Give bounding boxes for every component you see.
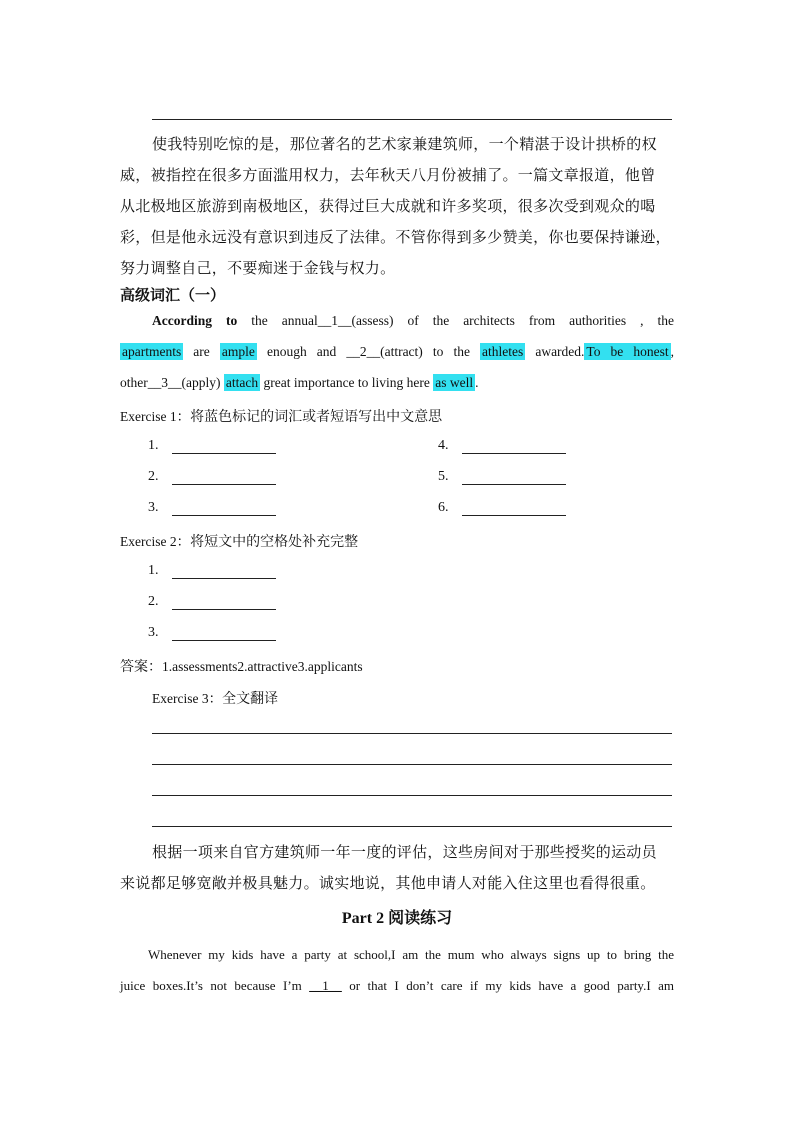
- passage-text: ,: [670, 344, 674, 359]
- intro-line: 彩，但是他永远没有意识到违反了法律。不管你得到多少赞美，你也要保持谦逊，: [120, 228, 671, 246]
- passage-text: enough and __2__(attract) to the: [256, 344, 481, 359]
- reading-line-2: [120, 970, 674, 1001]
- passage-line-3: [120, 367, 674, 398]
- passage-text: other__3__(apply): [120, 375, 224, 390]
- answer-line: [120, 656, 363, 676]
- answer-blank[interactable]: [172, 501, 276, 516]
- passage-text: great importance to living here: [260, 375, 434, 390]
- exercise2-item-2: [148, 594, 276, 610]
- highlight-attach: attach: [225, 375, 259, 390]
- passage-text: the annual__1__(assess) of the architects from authorities , the: [237, 313, 674, 328]
- part2-label: Part 2: [341, 910, 389, 927]
- highlight-to-be-honest: To be honest: [586, 344, 669, 359]
- answer-blank[interactable]: [172, 564, 276, 579]
- answer-blank[interactable]: [462, 470, 566, 485]
- answer-label: 答案：: [120, 659, 162, 675]
- exercise1-item-4: [438, 438, 566, 454]
- intro-line: 从北极地区旅游到南极地区，获得过巨大成就和许多奖项，很多次受到观众的喝: [120, 197, 656, 215]
- answer-blank[interactable]: [462, 501, 566, 516]
- exercise2-title: [120, 530, 358, 551]
- highlight-apartments: apartments: [122, 344, 182, 359]
- exercise1-item-1: [148, 438, 276, 454]
- passage-bold-phrase: According to: [152, 313, 238, 328]
- exercise2-item-1: [148, 563, 276, 579]
- exercise1-item-6: [438, 500, 566, 516]
- passage-text: are: [183, 344, 220, 359]
- translation-text-line: 根据一项来自官方建筑师一年一度的评估，这些房间对于那些授奖的运动员: [152, 843, 657, 861]
- highlight-as-well: as well: [435, 375, 474, 390]
- answer-blank[interactable]: [172, 626, 276, 641]
- item-number: 1.: [148, 438, 159, 453]
- item-number: 5.: [438, 469, 449, 484]
- translation-line-3[interactable]: [152, 795, 672, 796]
- exercise1-title: [120, 405, 442, 426]
- intro-line: 威，被指控在很多方面滥用权力，去年秋天八月份被捕了。一篇文章报道，他曾: [120, 166, 656, 184]
- highlight-ample: ample: [221, 344, 255, 359]
- part2-title: [0, 905, 794, 928]
- exercise2-instruction: 将短文中的空格处补充完整: [190, 534, 359, 550]
- translation-line-4[interactable]: [152, 826, 672, 827]
- passage-text: awarded.: [525, 344, 585, 359]
- answer-text: 1.assessments2.attractive3.applicants: [162, 659, 363, 674]
- translation-paragraph: [120, 837, 676, 899]
- exercise3-instruction: 全文翻译: [222, 691, 279, 707]
- item-number: 4.: [438, 438, 449, 453]
- intro-paragraph: [120, 129, 676, 284]
- item-number: 3.: [148, 625, 159, 640]
- answer-blank[interactable]: [462, 439, 566, 454]
- exercise1-item-5: [438, 469, 566, 485]
- exercise1-instruction: 将蓝色标记的词汇或者短语写出中文意思: [190, 409, 443, 425]
- answer-blank[interactable]: [172, 439, 276, 454]
- intro-line: 使我特别吃惊的是，那位著名的艺术家兼建筑师，一个精湛于设计拱桥的权: [152, 135, 657, 153]
- reading-text: or that I don’t care if my kids have a good party.I am: [341, 978, 674, 993]
- answer-blank[interactable]: [172, 595, 276, 610]
- item-number: 2.: [148, 594, 159, 609]
- answer-blank[interactable]: [172, 470, 276, 485]
- exercise1-item-2: [148, 469, 276, 485]
- reading-blank[interactable]: __1__: [309, 978, 342, 993]
- intro-line: 努力调整自己，不要痴迷于金钱与权力。: [120, 259, 396, 277]
- exercise1-item-3: [148, 500, 276, 516]
- translation-text-line: 来说都足够宽敞并极具魅力。诚实地说，其他申请人对能入住这里也看得很重。: [120, 874, 656, 892]
- item-number: 3.: [148, 500, 159, 515]
- passage-text: .: [475, 375, 479, 390]
- reading-text: juice boxes.It’s not because I’m: [120, 978, 310, 993]
- exercise3-label: Exercise 3：: [152, 691, 223, 706]
- reading-line-1: Whenever my kids have a party at school,I am the mum who always signs up to bring the: [148, 947, 674, 962]
- exercise2-item-3: [148, 625, 276, 641]
- item-number: 2.: [148, 469, 159, 484]
- item-number: 6.: [438, 500, 449, 515]
- highlight-athletes: athletes: [482, 344, 524, 359]
- part2-heading: 阅读练习: [388, 908, 453, 927]
- item-number: 1.: [148, 563, 159, 578]
- section-heading: 高级词汇（一）: [120, 286, 226, 304]
- exercise1-label: Exercise 1：: [120, 409, 191, 424]
- exercise3-title: [152, 687, 278, 708]
- translation-line-2[interactable]: [152, 764, 672, 765]
- translation-line-1[interactable]: [152, 733, 672, 734]
- exercise2-label: Exercise 2：: [120, 534, 191, 549]
- passage-line-2: [120, 336, 674, 367]
- passage-line-1: [120, 305, 674, 336]
- top-divider: [152, 119, 672, 120]
